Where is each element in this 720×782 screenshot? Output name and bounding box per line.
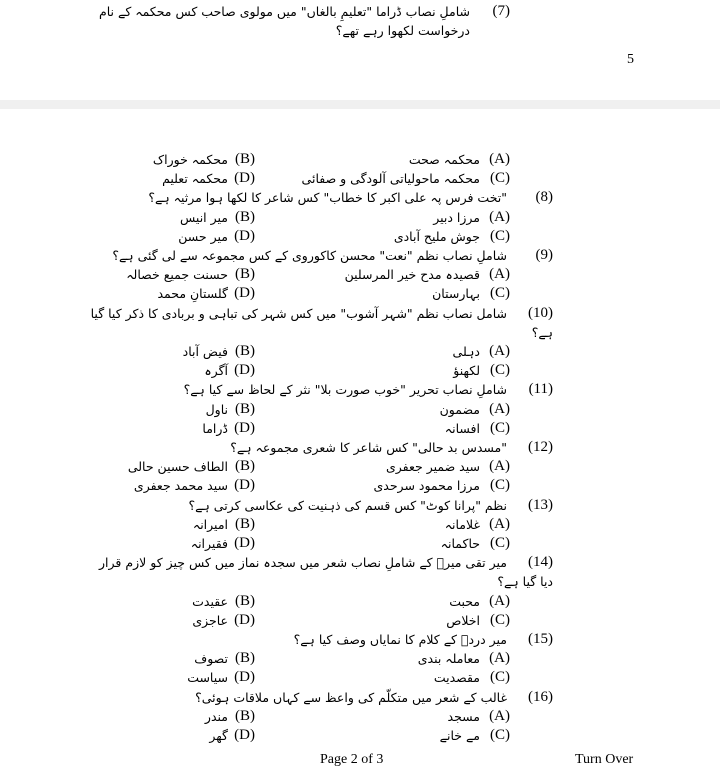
option-row bbox=[0, 611, 720, 630]
option-c-text: محکمہ ماحولیاتی آلودگی و صفائی bbox=[301, 171, 480, 187]
option-label-b: (B) bbox=[235, 266, 255, 283]
option-label-a: (A) bbox=[489, 266, 510, 283]
question-line bbox=[0, 496, 720, 515]
page-separator bbox=[0, 100, 720, 109]
option-b-text: حسنت جمیع خصالہ bbox=[126, 267, 228, 283]
option-d-text: گھر bbox=[209, 728, 228, 743]
question-number: (14) bbox=[528, 554, 553, 571]
option-label-c: (C) bbox=[490, 727, 510, 743]
question-text: شاملِ نصاب ڈراما "تعلیمِ بالغاں" میں مولوی صاحب کس محکمہ کے نام bbox=[99, 4, 470, 19]
option-label-a: (A) bbox=[489, 707, 510, 724]
question-text: میر دردؔ کے کلام کا نمایاں وصف کیا ہے؟ bbox=[293, 632, 507, 647]
option-label-b: (B) bbox=[235, 650, 255, 667]
option-b-text: میر انیس bbox=[180, 209, 228, 225]
question-number: (15) bbox=[528, 631, 553, 647]
question-text: شاملِ نصاب نظم "نعت" محسن کاکوروی کے کس مجموعہ سے لی گئی ہے؟ bbox=[112, 248, 507, 263]
option-d-text: گلستانِ محمد bbox=[157, 286, 228, 302]
question-number: (8) bbox=[535, 189, 553, 206]
option-c-text: لکھنؤ bbox=[453, 363, 480, 379]
option-label-a: (A) bbox=[489, 458, 510, 475]
question-number: (16) bbox=[528, 688, 553, 705]
option-a-text: مرزا دبیر bbox=[433, 209, 480, 225]
question-line bbox=[0, 323, 720, 342]
option-row bbox=[0, 457, 720, 476]
option-row bbox=[0, 208, 720, 227]
option-b-text: محکمہ خوراک bbox=[152, 152, 228, 167]
option-c-text: مرزا محمود سرحدی bbox=[373, 478, 480, 494]
option-row bbox=[0, 400, 720, 419]
option-label-c: (C) bbox=[490, 227, 510, 244]
question-7-line-2 bbox=[0, 21, 720, 40]
option-row bbox=[0, 342, 720, 361]
question-line bbox=[0, 438, 720, 457]
question-number: (12) bbox=[528, 439, 553, 455]
option-label-d: (D) bbox=[234, 535, 255, 551]
option-label-d: (D) bbox=[234, 611, 255, 628]
option-c-text: جوش ملیح آبادی bbox=[393, 228, 480, 244]
question-number: (10) bbox=[528, 304, 553, 321]
option-b-text: مندر bbox=[204, 708, 228, 724]
option-label-b: (B) bbox=[235, 515, 255, 532]
option-row bbox=[0, 150, 720, 169]
option-label-d: (D) bbox=[234, 227, 255, 244]
option-label-a: (A) bbox=[489, 208, 510, 225]
question-text: "تخت فرس پہ علی اکبر کا خطاب" کس شاعر کا لکھا ہوا مرثیہ ہے؟ bbox=[148, 190, 507, 206]
option-label-c: (C) bbox=[490, 669, 510, 686]
question-7-line-1 bbox=[0, 2, 720, 21]
option-c-text: حاکمانہ bbox=[440, 536, 480, 551]
question-text-continued: دیا گیا ہے؟ bbox=[497, 574, 553, 590]
option-label-a: (A) bbox=[489, 343, 510, 359]
previous-page bbox=[0, 0, 720, 100]
question-number: (9) bbox=[535, 247, 553, 263]
question-line bbox=[0, 246, 720, 265]
option-a-text: معاملہ بندی bbox=[417, 651, 480, 667]
question-text: میر تقی میرؔ کے شاملِ نصاب شعر میں سجدہ نماز میں کس چیز کو لازم قرار bbox=[99, 555, 507, 571]
option-label-d: (D) bbox=[234, 170, 255, 187]
option-row bbox=[0, 227, 720, 246]
option-a-text: مضمون bbox=[439, 401, 480, 417]
option-a-text: غلامانہ bbox=[444, 516, 480, 532]
question-text: شاملِ نصاب تحریر "خوب صورت بلا" نثر کے لحاظ سے کیا ہے؟ bbox=[183, 382, 507, 398]
option-a-text: محکمہ صحت bbox=[408, 152, 480, 167]
option-label-b: (B) bbox=[235, 208, 255, 225]
option-label-c: (C) bbox=[490, 285, 510, 302]
question-text: نظم "پرانا کوٹ" کس قسم کی ذہنیت کی عکاسی کرتی ہے؟ bbox=[188, 497, 507, 513]
option-label-b: (B) bbox=[235, 151, 255, 167]
page-footer-number: Page 2 of 3 bbox=[320, 752, 384, 767]
option-label-a: (A) bbox=[489, 650, 510, 667]
option-label-b: (B) bbox=[235, 458, 255, 475]
question-line bbox=[0, 380, 720, 399]
question-number: (11) bbox=[528, 381, 553, 398]
question-line bbox=[0, 630, 720, 649]
option-d-text: سیاست bbox=[187, 670, 228, 686]
option-label-c: (C) bbox=[490, 611, 510, 628]
option-a-text: دہلی bbox=[452, 344, 480, 359]
option-label-d: (D) bbox=[234, 477, 255, 494]
option-label-a: (A) bbox=[489, 592, 510, 609]
option-b-text: امیرانہ bbox=[192, 516, 228, 532]
option-label-b: (B) bbox=[235, 707, 255, 724]
option-row bbox=[0, 592, 720, 611]
option-label-a: (A) bbox=[489, 400, 510, 417]
option-label-d: (D) bbox=[234, 362, 255, 379]
option-label-d: (D) bbox=[234, 285, 255, 302]
option-c-text: اخلاص bbox=[446, 612, 480, 628]
option-d-text: سید محمد جعفری bbox=[133, 478, 228, 494]
question-text: غالب کے شعر میں متکلّم کی واعظ سے کہاں ملاقات ہوئی؟ bbox=[195, 689, 507, 705]
option-d-text: ڈراما bbox=[202, 420, 228, 436]
option-c-text: افسانہ bbox=[444, 420, 480, 436]
option-a-text: قصیدہ مدح خیر المرسلین bbox=[344, 267, 480, 283]
option-b-text: الطاف حسین حالی bbox=[127, 459, 228, 475]
question-text: "مسدس بد حالی" کس شاعر کا شعری مجموعہ ہے؟ bbox=[230, 440, 507, 455]
option-row bbox=[0, 515, 720, 534]
option-b-text: عقیدت bbox=[192, 593, 228, 609]
option-label-c: (C) bbox=[490, 170, 510, 187]
option-label-d: (D) bbox=[234, 727, 255, 743]
option-a-text: محبت bbox=[449, 593, 480, 609]
option-row bbox=[0, 726, 720, 745]
question-number: (7) bbox=[492, 3, 510, 19]
option-label-b: (B) bbox=[235, 343, 255, 359]
option-label-b: (B) bbox=[235, 592, 255, 609]
option-row bbox=[0, 476, 720, 495]
question-text-continued: ہے؟ bbox=[531, 324, 553, 340]
option-d-text: فقیرانہ bbox=[190, 536, 228, 551]
option-label-c: (C) bbox=[490, 362, 510, 379]
turn-over-note: Turn Over bbox=[575, 752, 634, 767]
option-c-text: مے خانے bbox=[439, 728, 480, 743]
option-row bbox=[0, 649, 720, 668]
option-label-a: (A) bbox=[489, 515, 510, 532]
option-row bbox=[0, 534, 720, 553]
option-row bbox=[0, 419, 720, 438]
option-b-text: تصوف bbox=[194, 651, 228, 667]
option-a-text: مسجد bbox=[447, 708, 480, 724]
option-label-d: (D) bbox=[234, 419, 255, 436]
option-label-c: (C) bbox=[490, 419, 510, 436]
option-row bbox=[0, 169, 720, 188]
option-label-d: (D) bbox=[234, 669, 255, 686]
page-2 bbox=[0, 109, 720, 782]
question-line bbox=[0, 572, 720, 591]
option-label-c: (C) bbox=[490, 477, 510, 494]
option-a-text: سید ضمیر جعفری bbox=[385, 459, 480, 475]
option-label-a: (A) bbox=[489, 151, 510, 167]
option-row bbox=[0, 361, 720, 380]
option-row bbox=[0, 707, 720, 726]
option-row bbox=[0, 668, 720, 687]
page-marker: 5 bbox=[627, 52, 634, 67]
question-line bbox=[0, 688, 720, 707]
option-c-text: مقصدیت bbox=[433, 670, 480, 686]
question-line bbox=[0, 553, 720, 572]
option-b-text: فیض آباد bbox=[182, 344, 228, 359]
question-text: درخواست لکھوا رہے تھے؟ bbox=[335, 23, 470, 38]
option-b-text: ناول bbox=[205, 401, 228, 417]
option-d-text: میر حسن bbox=[178, 228, 228, 244]
question-number: (13) bbox=[528, 496, 553, 513]
option-d-text: محکمہ تعلیم bbox=[162, 171, 228, 187]
question-line bbox=[0, 188, 720, 207]
option-label-c: (C) bbox=[490, 535, 510, 551]
option-c-text: بہارستان bbox=[432, 286, 480, 302]
option-label-b: (B) bbox=[235, 400, 255, 417]
question-line bbox=[0, 304, 720, 323]
option-d-text: عاجزی bbox=[192, 612, 228, 628]
option-row bbox=[0, 265, 720, 284]
option-d-text: آگرہ bbox=[204, 363, 228, 379]
question-text: شامل نصاب نظم "شہر آشوب" میں کس شہر کی تباہی و بربادی کا ذکر کیا گیا bbox=[90, 305, 507, 321]
option-row bbox=[0, 284, 720, 303]
